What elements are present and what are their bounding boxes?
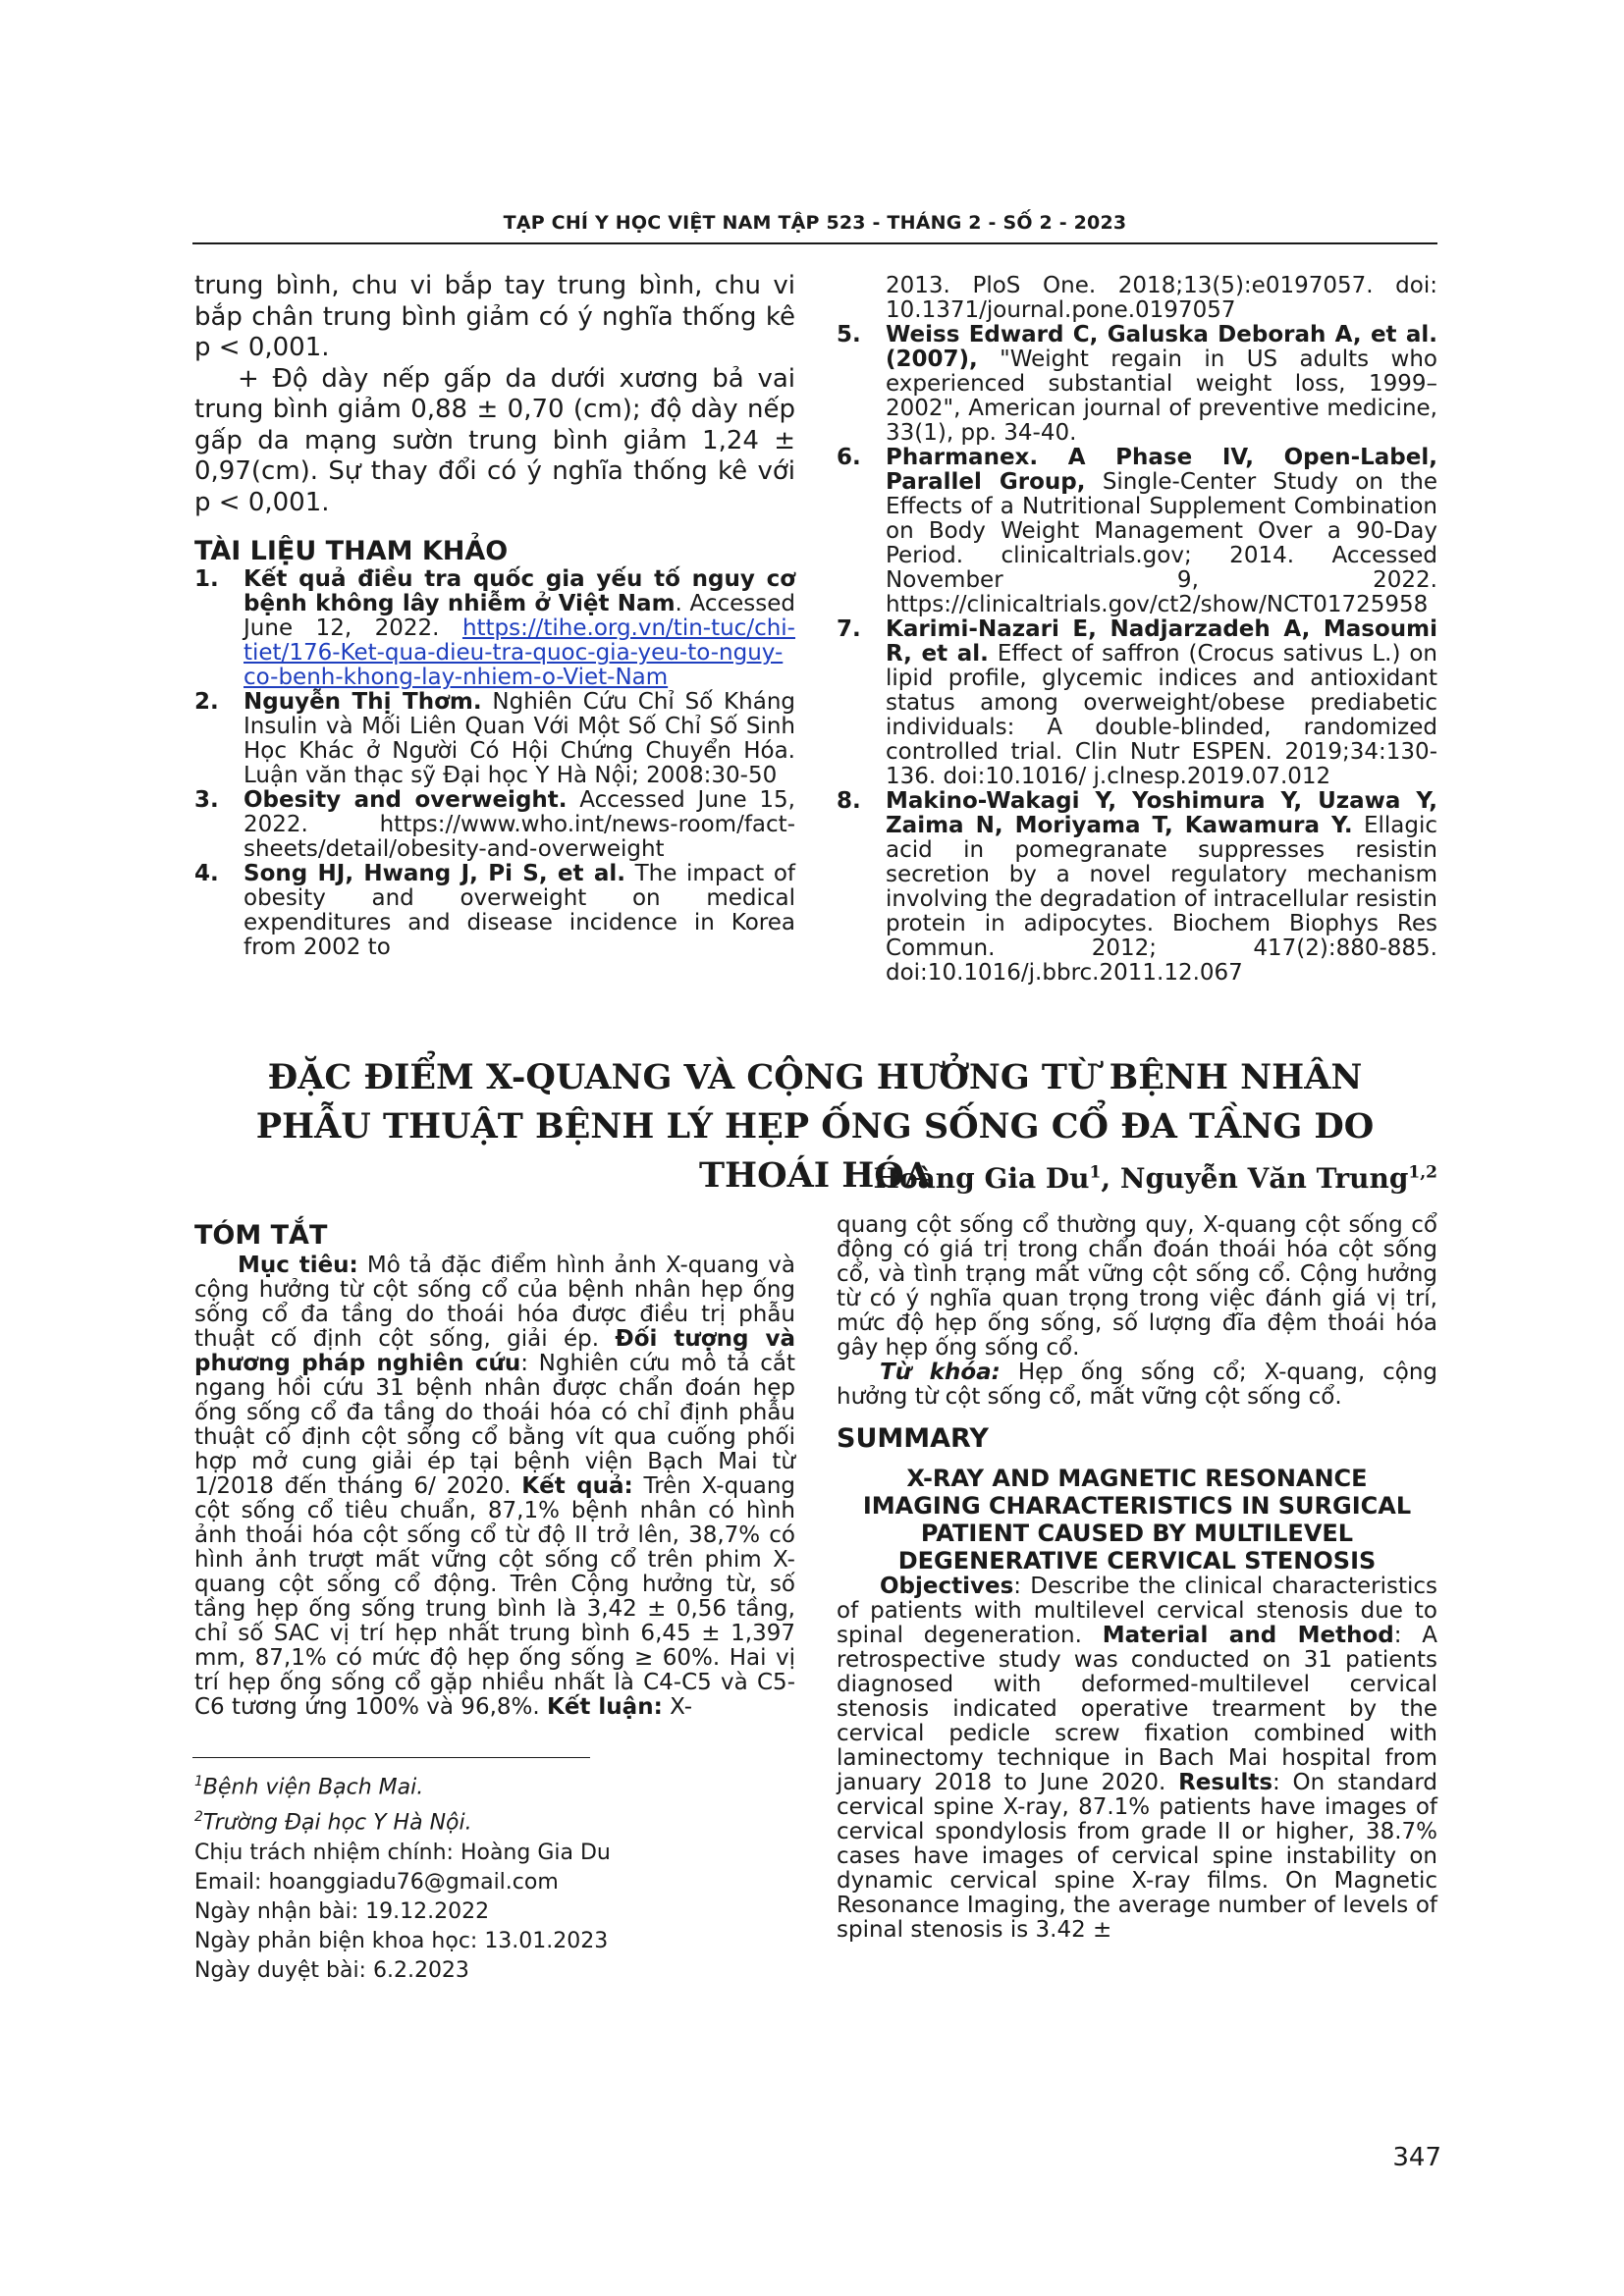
- abstract-label: Material and Method: [1102, 1623, 1394, 1648]
- reference-text: . Accessed June 12, 2022.: [244, 591, 796, 641]
- reference-bold: Nguyễn Thị Thơm.: [244, 689, 482, 715]
- reference-bold: Song HJ, Hwang J, Pi S, et al.: [244, 861, 625, 886]
- reference-number: 5.: [837, 322, 861, 347]
- keywords: [837, 1361, 1437, 1410]
- affiliation-1: [194, 1767, 611, 1802]
- affiliation-text: Bệnh viện Bạch Mai.: [202, 1775, 424, 1800]
- english-title-line: DEGENERATIVE CERVICAL STENOSIS: [897, 1547, 1377, 1575]
- reference-number: 1.: [194, 566, 219, 592]
- author-separator: ,: [1101, 1162, 1120, 1195]
- date-accepted: Ngày duyệt bài: 6.2.2023: [194, 1957, 469, 1983]
- reference-number: 8.: [837, 788, 861, 814]
- reference-text: Ellagic acid in pomegranate suppresses resistin secretion by a novel regulatory mechanism involving the degradation of intracellular resistin protein in adipocytes. Biochem Biophys Res Commun. 2012; 417(2):880-885. doi:10.1016/j.bbrc.2011.12.067: [886, 813, 1437, 986]
- reference-text: 2013. PloS One. 2018;13(5):e0197057. doi: 10.1371/journal.pone.0197057: [886, 273, 1437, 323]
- abstract-vi-column: [194, 1220, 795, 1720]
- reference-text: The impact of obesity and overweight on medical expenditures and disease incidence in Korea from 2002 to: [244, 861, 796, 960]
- header-rule: [192, 242, 1437, 244]
- author-affiliation-mark: 1: [1089, 1162, 1102, 1183]
- abstract-en-paragraph: [837, 1575, 1437, 1943]
- reference-bold: Karimi-Nazari E, Nadjarzadeh A, Masoumi R, et al.: [886, 616, 1437, 667]
- author-affiliation-mark: 1,2: [1408, 1162, 1437, 1183]
- english-title-line: PATIENT CAUSED BY MULTILEVEL: [920, 1520, 1354, 1547]
- article-title-line: PHẪU THUẬT BỆNH LÝ HẸP ỐNG SỐNG CỔ ĐA TẦNG DO THOÁI HÓA: [255, 1106, 1375, 1196]
- reference-bold: Weiss Edward C, Galuska Deborah A, et al. (2007),: [886, 322, 1437, 372]
- date-reviewed: Ngày phản biện khoa học: 13.01.2023: [194, 1928, 609, 1953]
- reference-item: [837, 617, 1437, 789]
- affiliation-text: Trường Đại học Y Hà Nội.: [202, 1810, 472, 1836]
- reference-number: 7.: [837, 616, 861, 642]
- affiliation-mark: 2: [194, 1809, 203, 1826]
- reference-text: Effect of saffron (Crocus sativus L.) on lipid profile, glycemic indices and antioxidant status among overweight/obese prediabetic individuals: A double-blinded, randomized controlled trial. Clin Nutr ESPEN. 2019;34:130-136. doi:10.1016/ j.clnesp.2019.07.012: [886, 641, 1438, 789]
- abstract-text: : Describe the clinical characteristics of patients with multilevel cervical stenosis due to spinal degeneration.: [837, 1574, 1437, 1648]
- running-head: TẠP CHÍ Y HỌC VIỆT NAM TẬP 523 - THÁNG 2 - SỐ 2 - 2023: [503, 212, 1127, 234]
- reference-item: [194, 690, 795, 788]
- abstract-label: Mục tiêu:: [238, 1253, 358, 1278]
- corresponding-email: Email: hoanggiadu76@gmail.com: [194, 1869, 559, 1895]
- keywords-text: Hẹp ống sống cổ; X-quang, cộng hưởng từ cột sống cổ, mất vững cột sống cổ.: [837, 1360, 1438, 1410]
- abstract-vi-continuation: quang cột sống cổ thường quy, X-quang cột sống cổ động có giá trị trong chẩn đoán thoái hóa cột sống cổ, và tình trạng mất vững cột sống cổ. Cộng hưởng từ có ý nghĩa quan trọng trong việc đánh giá vị trí, mức độ hẹp ống sống, số lượng đĩa đệm thoái hóa gây hẹp ống sống cổ.: [837, 1212, 1437, 1361]
- abstract-text: : A retrospective study was conducted on 31 patients diagnosed with deformed-multilevel cervical stenosis indicated operative trearment by the cervical pedicle screw fixation combined with laminectomy technique in Bach Mai hospital from january 2018 to June 2020.: [837, 1623, 1437, 1795]
- prev-article-left-column: [194, 271, 795, 960]
- reference-number: 2.: [194, 689, 219, 715]
- references-heading: TÀI LIỆU THAM KHẢO: [194, 536, 509, 566]
- abstract-text: Trên X-quang cột sống cổ tiêu chuẩn, 87,1% bệnh nhân có hình ảnh thoái hóa cột sống cổ từ độ II trở lên, 38,7% có hình ảnh trượt mất vững cột sống cổ trên phim X-quang cột sống cổ động. Trên Cộng hưởng từ, số tầng hẹp ống sống trung bình là 3,42 ± 0,56 tầng, chỉ số SAC vị trí hẹp nhất trung bình 6,45 ± 1,397 mm, 87,1% có mức độ hẹp ống sống ≥ 60%. Hai vị trí hẹp ống sống cổ gặp nhiều nhất là C4-C5 và C5-C6 tương ứng 100% và 96,8%.: [194, 1473, 796, 1720]
- reference-item: [194, 788, 795, 862]
- continuation-paragraph: trung bình, chu vi bắp tay trung bình, chu vi bắp chân trung bình giảm có ý nghĩa thống kê p < 0,001.: [194, 271, 795, 362]
- abstract-label: Results: [1178, 1770, 1273, 1795]
- english-title-line: X-RAY AND MAGNETIC RESONANCE: [906, 1465, 1368, 1492]
- reference-item: [837, 274, 1437, 323]
- author-name: Nguyễn Văn Trung: [1119, 1162, 1409, 1195]
- reference-number: 6.: [837, 445, 861, 470]
- prev-article-right-column: [837, 274, 1437, 986]
- abstract-text: Mô tả đặc điểm hình ảnh X-quang và cộng hưởng từ cột sống cổ của bệnh nhân hẹp ống sống cổ đa tầng do thoái hóa được điều trị phẫu thuật cố định cột sống, giải ép.: [194, 1253, 796, 1352]
- article-authors: [873, 1162, 1437, 1195]
- page-number: 347: [1392, 2143, 1441, 2172]
- footnote-rule: [192, 1757, 590, 1758]
- reference-bold: Pharmanex. A Phase IV, Open-Label, Parallel Group,: [886, 445, 1437, 495]
- affiliation-mark: 1: [194, 1774, 203, 1789]
- reference-number: 4.: [194, 861, 219, 886]
- references-list: [194, 567, 795, 960]
- reference-item: [837, 789, 1437, 986]
- reference-item: [837, 323, 1437, 446]
- author-name: Hoàng Gia Du: [873, 1162, 1090, 1195]
- summary-heading: SUMMARY: [837, 1423, 989, 1454]
- corresponding-author: Chịu trách nhiệm chính: Hoàng Gia Du: [194, 1840, 611, 1865]
- reference-bold: Obesity and overweight.: [244, 787, 568, 813]
- abstract-text-start: X-: [662, 1694, 693, 1720]
- abstract-label: Objectives: [880, 1574, 1014, 1599]
- reference-text: Nghiên Cứu Chỉ Số Kháng Insulin và Mối Liên Quan Với Một Số Chỉ Số Sinh Học Khác ở Người Có Hội Chứng Chuyển Hóa. Luận văn thạc sỹ Đại học Y Hà Nội; 2008:30-50: [244, 689, 795, 788]
- reference-bold: Kết quả điều tra quốc gia yếu tố nguy cơ bệnh không lây nhiễm ở Việt Nam: [244, 566, 795, 616]
- reference-bold: Makino-Wakagi Y, Yoshimura Y, Uzawa Y, Zaima N, Moriyama T, Kawamura Y.: [886, 788, 1437, 838]
- abstract-label: Đối tượng và phương pháp nghiên cứu: [194, 1326, 795, 1376]
- continuation-paragraph: + Độ dày nếp gấp da dưới xương bả vai trung bình giảm 0,88 ± 0,70 (cm); độ dày nếp gấp da mạng sườn trung bình giảm 1,24 ± 0,97(cm). Sự thay đổi có ý nghĩa thống kê với p < 0,001.: [194, 363, 795, 517]
- article-title-line: ĐẶC ĐIỂM X-QUANG VÀ CỘNG HƯỞNG TỪ BỆNH NHÂN: [267, 1057, 1363, 1097]
- abstract-heading: TÓM TẮT: [194, 1220, 328, 1251]
- english-title-line: IMAGING CHARACTERISTICS IN SURGICAL: [862, 1492, 1412, 1520]
- footnotes: [194, 1767, 611, 1986]
- abstract-label: Kết luận:: [547, 1694, 663, 1720]
- reference-item: [837, 446, 1437, 617]
- date-received: Ngày nhận bài: 19.12.2022: [194, 1898, 490, 1924]
- keywords-label: Từ khóa:: [880, 1360, 1001, 1385]
- reference-text: Single-Center Study on the Effects of a Nutritional Supplement Combination on Body Weight Management Over a 90-Day Period. clinicaltrials.gov; 2014. Accessed November 9, 2022. https://clinicaltrials.gov/ct2/show/NCT01725958: [886, 469, 1437, 617]
- reference-number: 3.: [194, 787, 219, 813]
- reference-text: Accessed June 15, 2022. https://www.who.int/news-room/fact-sheets/detail/obesity-and-overweight: [244, 787, 795, 862]
- reference-item: [194, 862, 795, 960]
- abstract-right-column: [837, 1213, 1437, 1943]
- reference-link[interactable]: https://tihe.org.vn/tin-tuc/chi-tiet/176-Ket-qua-dieu-tra-quoc-gia-yeu-to-nguy-co-benh-khong-lay-nhiem-o-Viet-Nam: [244, 615, 795, 690]
- abstract-vi-paragraph: [194, 1254, 795, 1720]
- reference-text: "Weight regain in US adults who experienced substantial weight loss, 1999–2002", American journal of preventive medicine, 33(1), pp. 34-40.: [886, 347, 1437, 446]
- affiliation-2: [194, 1802, 611, 1838]
- abstract-label: Kết quả:: [521, 1473, 633, 1499]
- abstract-text: : On standard cervical spine X-ray, 87.1% patients have images of cervical spondylosis from grade II or higher, 38.7% cases have images of cervical spine instability on dynamic cervical spine X-ray films. On Magnetic Resonance Imaging, the average number of levels of spinal stenosis is 3.42 ±: [837, 1770, 1437, 1943]
- abstract-text: : Nghiên cứu mô tả cắt ngang hồi cứu 31 bệnh nhân được chẩn đoán hẹp ống sống cổ đa tầng do thoái hóa có chỉ định phẫu thuật cố định cột sống cổ bằng vít qua cuống phối hợp mở cung giải ép tại bệnh viện Bạch Mai từ 1/2018 đến tháng 6/ 2020.: [194, 1351, 795, 1499]
- reference-item: [194, 567, 795, 690]
- references-list-continued: [837, 274, 1437, 986]
